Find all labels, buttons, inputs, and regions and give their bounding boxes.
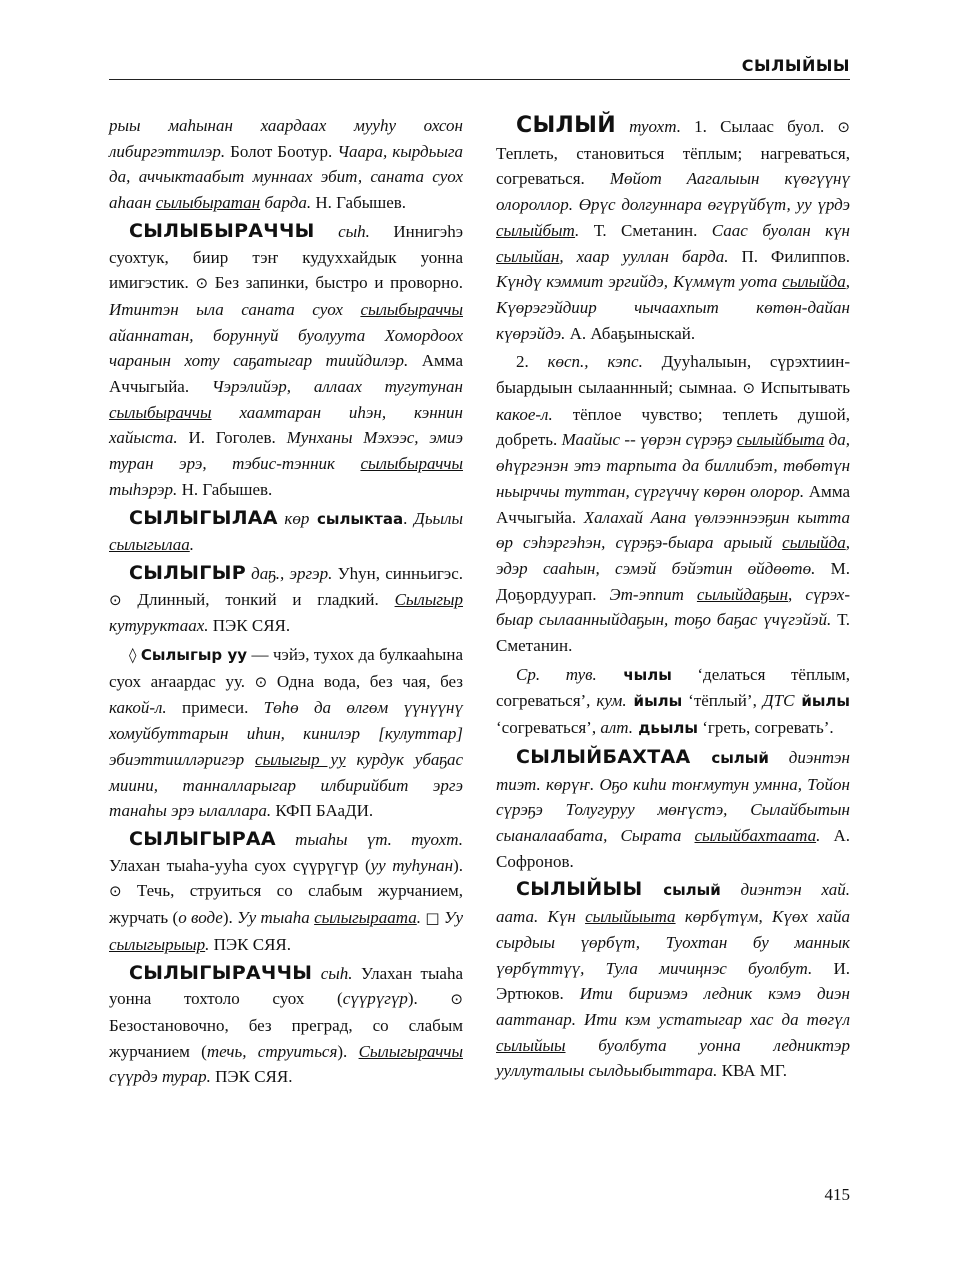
headword: СЫЛЫГЫЛАА bbox=[129, 506, 278, 529]
circle-dot-icon: ⊙ bbox=[254, 672, 268, 691]
entry-sylygyr: СЫЛЫГЫР даҕ., эргэр. Уһун, синньигэс. ⊙ Длинный, тонкий и гладкий. Сылыгыр кутуруктаах. ПЭК СЯЯ. bbox=[109, 561, 463, 636]
page-number: 415 bbox=[824, 1185, 850, 1204]
entry-sylyibakhtaa: СЫЛЫЙБАХТАА сылый диэнтэн тиэт. көрүҥ. Оҕо киһи тоҥмутун умнна, Тойон сүрэҕэ Толугуруу мөҥүстэ, Сылайбытын сыаналаабата, Сырата сылыйбахтаата. А. Софронов. bbox=[496, 745, 850, 871]
circle-dot-icon: ⊙ bbox=[742, 379, 756, 398]
headword: СЫЛЫЙБАХТАА bbox=[516, 745, 691, 768]
entry-sylygylaa: СЫЛЫГЫЛАА көр сылыктаа. Дьылы сылыгылаа. bbox=[109, 506, 463, 555]
headword: СЫЛЫГЫРАЧЧЫ bbox=[129, 961, 313, 984]
entry-sylybyrachchy: СЫЛЫБЫРАЧЧЫ сыһ. Иннигэһэ суохтук, биир тэҥ кудуххайдык уонна имигэстик. ⊙ Без запинки, быстро и проворно. Итинтэн ыла саната суох сылыбыраччы айаннатан, боруннуй буолуута Хомордоох чаранын хоту саҕатыгар тиийдилэр. Амма Аччыгыйа. Чэрэлийэр, аллаах тугутунан сылыбыраччы хаамтаран иһэн, кэннин хайыста. И. Гоголев. Мунханы Мэхээс, эмиэ туран эрэ, тэбис-тэнник сылыбыраччы тыһэрэр. Н. Габышев. bbox=[109, 219, 464, 499]
entry-sylyi-etymology: Ср. тув. чылы ‘делаться тёплым, согреваться’, кум. йылы ‘тёплый’, ДТС йылы ‘согреваться’, алт. дьылы ‘греть, согревать’. bbox=[496, 664, 850, 738]
entry-sylygyraa: СЫЛЫГЫРАА тыаһы үт. туохт. Улахан тыаһа-ууһа суох сүүрүгүр (уу туһунан). ⊙ Течь, струиться со слабым журчанием, журчать (о воде). Уу тыаһа сылыгыраата. □ Уу сылыгырыыр. ПЭК СЯЯ. bbox=[109, 827, 463, 954]
headword: СЫЛЫГЫРАА bbox=[129, 827, 276, 850]
circle-dot-icon: ⊙ bbox=[450, 990, 463, 1009]
entry-sylyiyy: СЫЛЫЙЫЫ сылый диэнтэн хай. аата. Күн сылыйыыта көрбүтүм, Күөх хайа сырдыы үөрбүт, Туохтан бу маннык үөрбүттүү, Тула мичиңнэс буолбут. И. Эртюков. Ити бириэмэ ледник кэмэ диэн ааттанар. Ити кэм устатыгар хас да төгүл сылыйыы буолбута уонна ледниктэр ууллуталыы сылдьыбыттара. КВА МГ. bbox=[496, 878, 850, 1081]
circle-dot-icon: ⊙ bbox=[195, 274, 209, 293]
entry-sylyi: СЫЛЫЙ туохт. 1. Сылаас буол. ⊙ Теплеть, становиться тёплым; нагреваться, согреваться. Мөйот Аагалыын күөгүүнү олороллор. Өрүс долгуннара өгүрүйбүт, уу үрдэ сылыйбыт. Т. Сметанин. Саас буолан күн сылыйан, хаар ууллан барда. П. Филиппов. Күндү кэммит эргийдэ, Күммүт уота сылыйда, Күөрэгэйдиир чычаахпыт көтөн-дайан күөрэйдэ. А. Абаҕыныскай. bbox=[496, 113, 850, 343]
entry-sylyi-sense-2: 2. көсп., кэпс. Дууһалыын, сүрэхтиинбыардыын сылааннный; сымнаа. ⊙ Испытывать какое-л. тёплое чувство; теплеть душой, добреть. Маайыс -- үөрэн сүрэҕэ сылыйбыта да, өһүргэнэн этэ тарпыта да биллибэт, төбөтүн ньырччы туттан, сүргүччү көрөн олорор. Амма Аччыгыйа. Халахай Аана үөлээннээҕин кытта өр сэһэргэһэн, сүрэҕэ-быара арыый сылыйда, эдэр сааһын, сэмэй бэйэтин өйдөөтө. М. Доҕордуурап. Эт-эппит сылыйдаҕын, сүрэх-быар сылаанныйдаҕын, тоҕо баҕас үчүгэйэй. Т. Сметанин. bbox=[496, 352, 851, 656]
subentry-sylygyr-uu: ◊ Сылыгыр уу — чэйэ, тухох да булкааһына суох аҥаардас уу. ⊙ Одна вода, без чая, без какой-л. примеси. Төһө да өлгөм үүнүүнү хомуйбуттарын иһин, кинилэр [кулуттар] эбиэттиилләригэр сылыгыр уу курдук убаҕас миини, танналларыгар илбирийбит эргэ танаһы эрэ ылаллара. КФП БАаДИ. bbox=[109, 645, 463, 821]
header-rule bbox=[109, 79, 850, 80]
running-head: СЫЛЫЙЫЫ bbox=[741, 56, 850, 75]
circle-dot-icon: ⊙ bbox=[109, 882, 122, 901]
diamond-icon: ◊ bbox=[129, 646, 137, 665]
entry-continuation: рыы маһынан хаардаах мууһу охсон либиргэттилэр. Болот Боотур. Чаара, кырдьыга да, аччыктаабыт муннаах эбит, саната суох аһаан сылыбыратан барда. Н. Габышев. bbox=[109, 116, 464, 213]
square-icon: □ bbox=[425, 909, 440, 928]
headword: СЫЛЫЙ bbox=[516, 113, 616, 138]
headword: СЫЛЫЙЫЫ bbox=[516, 878, 643, 901]
right-column bbox=[496, 113, 850, 1084]
headword: СЫЛЫГЫР bbox=[129, 561, 246, 584]
headword: СЫЛЫБЫРАЧЧЫ bbox=[129, 219, 315, 242]
entry-sylygyrachchy: СЫЛЫГЫРАЧЧЫ сыһ. Улахан тыаһа уонна тохтоло суох (сүүрүгүр). ⊙ Безостановочно, без преград, со слабым журчанием (течь, струиться). Сылыгыраччы сүүрдэ турар. ПЭК СЯЯ. bbox=[109, 961, 463, 1087]
circle-dot-icon: ⊙ bbox=[837, 118, 850, 136]
circle-dot-icon: ⊙ bbox=[109, 590, 122, 609]
left-column bbox=[109, 113, 463, 1090]
